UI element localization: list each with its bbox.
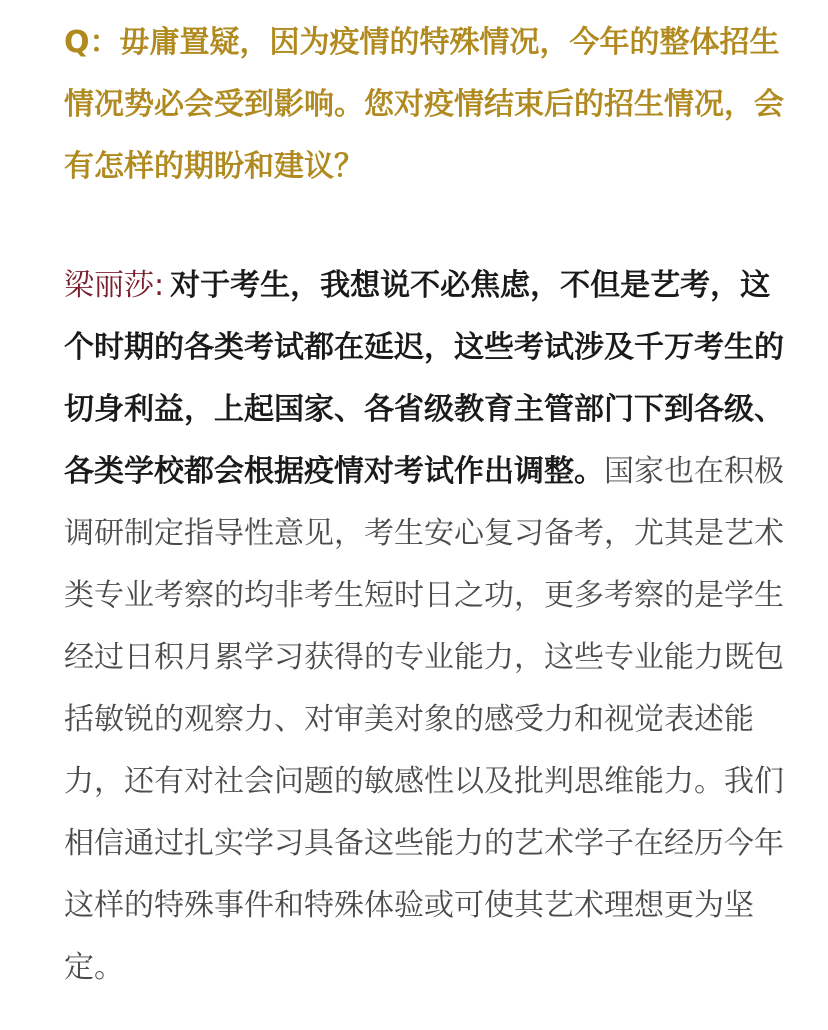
answer-body-text: 国家也在积极调研制定指导性意见，考生安心复习备考，尤其是艺术类专业考察的均非考生短时日之功，更多考察的是学生经过日积月累学习获得的专业能力，这些专业能力既包括敏锐的观察力、对审美对象的感受力和视觉表述能力，还有对社会问题的敏感性以及批判思维能力。我们相信通过扎实学习具备这些能力的艺术学子在经历今年这样的特殊事件和特殊体验或可使其艺术理想更为坚定。 <box>64 454 784 985</box>
speaker-separator: : <box>154 268 165 303</box>
question-paragraph: Q：毋庸置疑，因为疫情的特殊情况，今年的整体招生情况势必会受到影响。您对疫情结束后的招生情况，会有怎样的期盼和建议？ <box>64 25 784 184</box>
answer-emphasis-text: 对于考生，我想说不必焦虑，不但是艺考，这个时期的各类考试都在延迟，这些考试涉及千万考生的切身利益，上起国家、各省级教育主管部门下到各级、各类学校都会根据疫情对考试作出调整。 <box>64 268 784 489</box>
speaker-name: 梁丽莎 <box>64 268 154 303</box>
answer-paragraph <box>64 255 784 999</box>
